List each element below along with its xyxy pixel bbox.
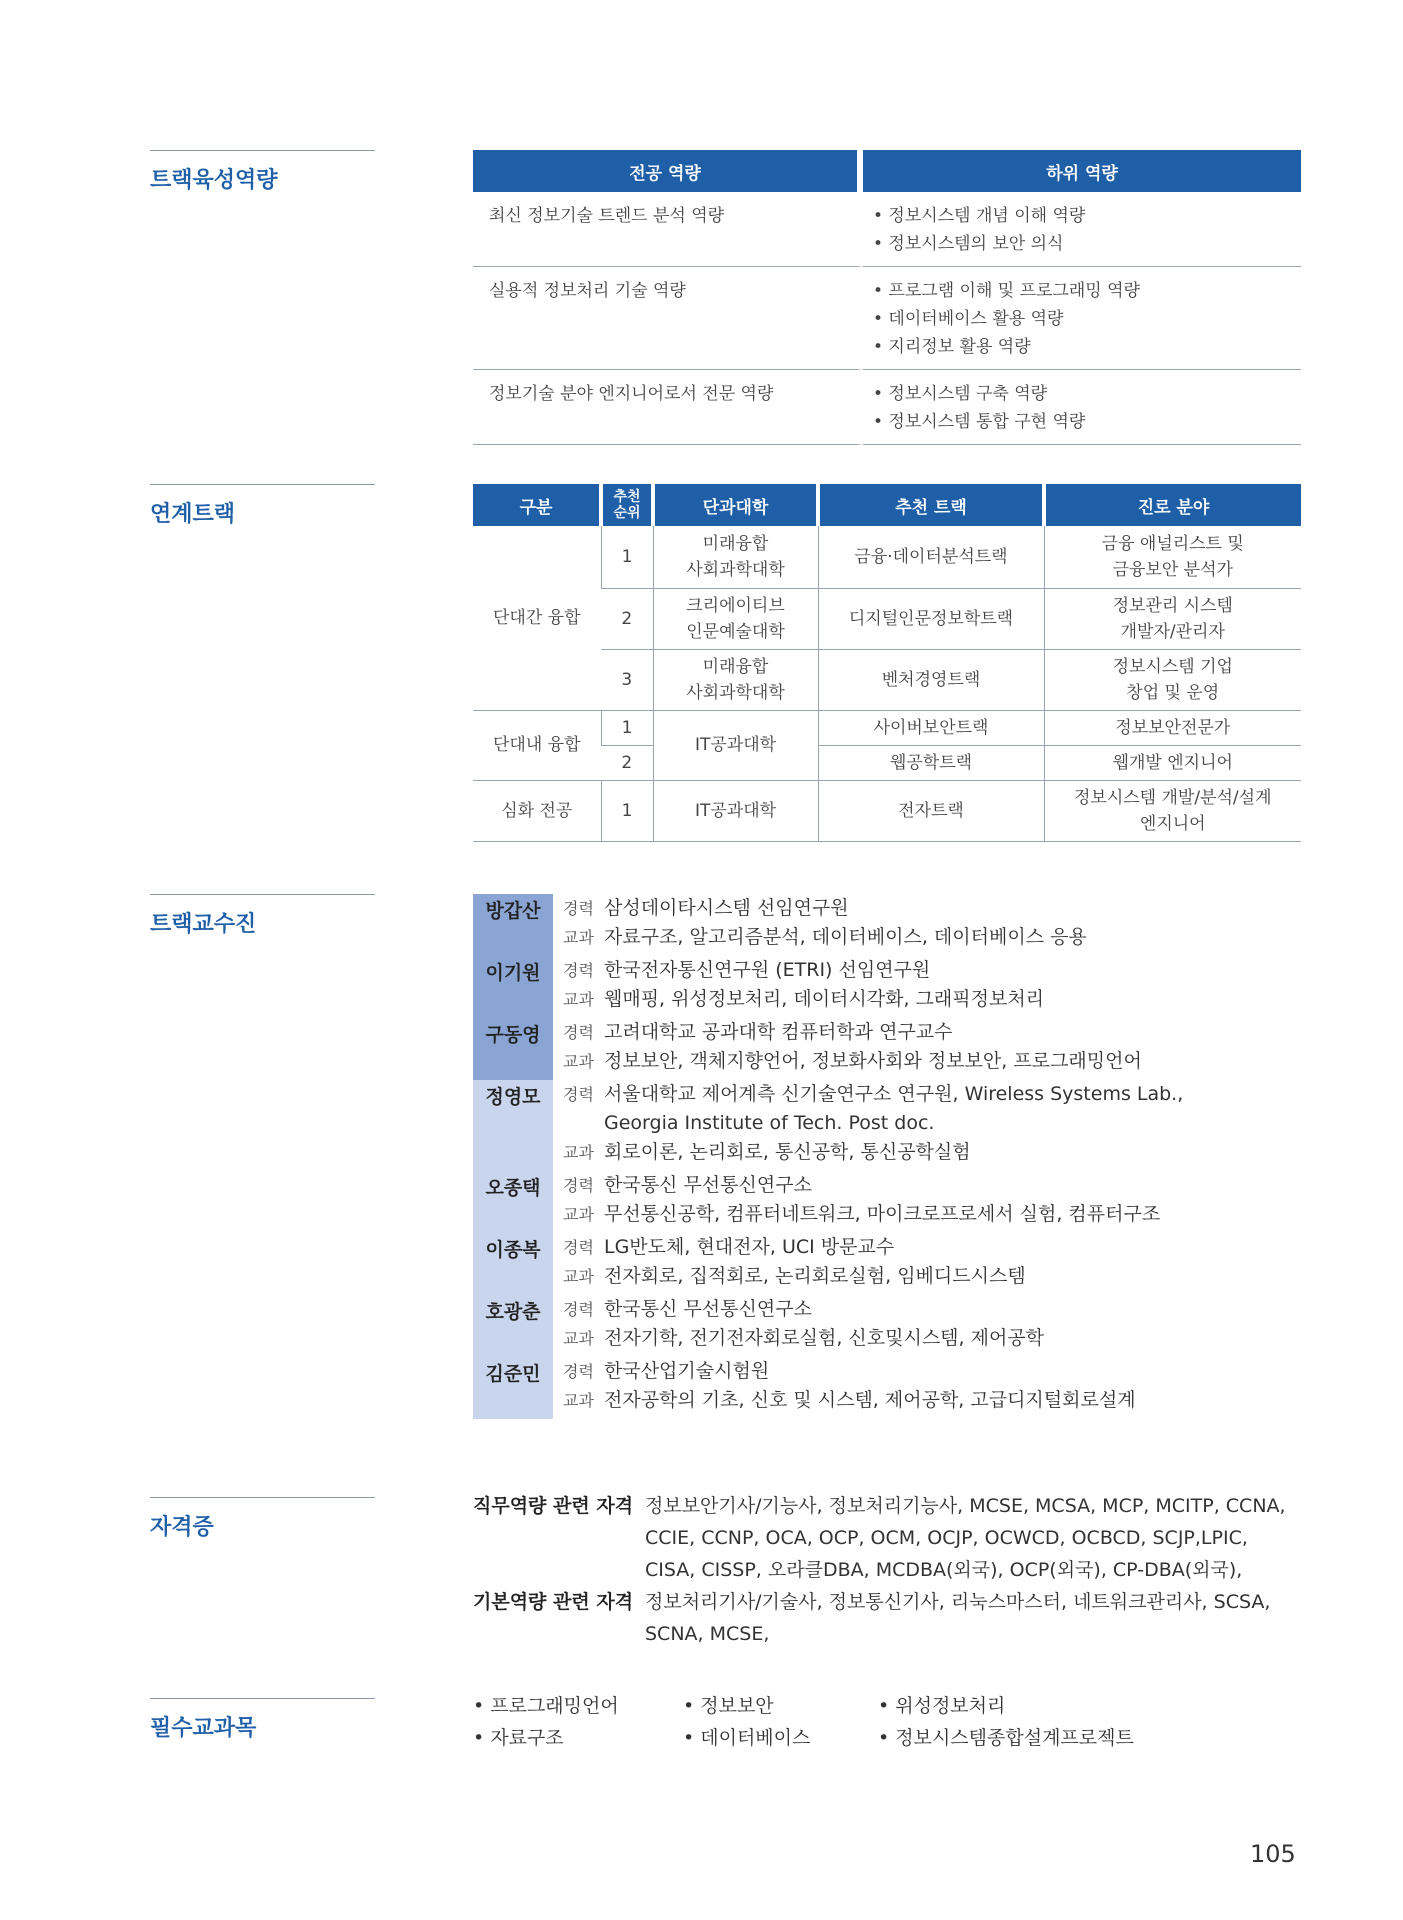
sub-competency: • 정보시스템 개념 이해 역량 bbox=[873, 206, 1086, 226]
career-tag: 경력 bbox=[563, 1085, 594, 1104]
course-tag: 교과 bbox=[563, 1391, 594, 1410]
course-item: • 자료구조 bbox=[473, 1727, 564, 1749]
track-cell: 전자트랙 bbox=[818, 780, 1044, 841]
faculty-career: 한국산업기술시험원 bbox=[604, 1360, 770, 1382]
faculty-courses: 무선통신공학, 컴퓨터네트워크, 마이크로프로세서 실험, 컴퓨터구조 bbox=[604, 1203, 1161, 1225]
sub-competency: • 데이터베이스 활용 역량 bbox=[873, 309, 1064, 329]
career-tag: 경력 bbox=[563, 1238, 594, 1257]
faculty-name: 호광춘 bbox=[473, 1295, 553, 1357]
header-career: 진로 분야 bbox=[1044, 484, 1301, 526]
faculty-name: 정영모 bbox=[473, 1080, 553, 1171]
career-tag: 경력 bbox=[563, 1300, 594, 1319]
faculty-name: 방갑산 bbox=[473, 894, 553, 956]
job-cert-line: 정보보안기사/기능사, 정보처리기능사, MCSE, MCSA, MCP, MCITP, CCNA, bbox=[645, 1495, 1286, 1517]
course-tag: 교과 bbox=[563, 1205, 594, 1224]
faculty-courses: 전자공학의 기초, 신호 및 시스템, 제어공학, 고급디지털회로설계 bbox=[604, 1389, 1136, 1411]
career-cell: 정보시스템 기업 창업 및 운영 bbox=[1044, 649, 1301, 710]
faculty-list bbox=[473, 894, 1301, 1419]
faculty-member bbox=[473, 1018, 1301, 1080]
track-cell: 사이버보안트랙 bbox=[818, 710, 1044, 745]
major-competency: 실용적 정보처리 기술 역량 bbox=[473, 267, 863, 370]
basic-cert-heading: 기본역량 관련 자격 bbox=[473, 1591, 634, 1613]
faculty-career: 한국전자통신연구원 (ETRI) 선임연구원 bbox=[604, 959, 931, 981]
required-course-list bbox=[473, 1690, 1301, 1754]
faculty-name: 이종복 bbox=[473, 1233, 553, 1295]
course-tag: 교과 bbox=[563, 990, 594, 1009]
career-cell: 금융 애널리스트 및 금융보안 분석가 bbox=[1044, 526, 1301, 588]
table-row bbox=[473, 192, 1301, 267]
header-sub-competency: 하위 역량 bbox=[863, 150, 1301, 192]
faculty-career: 한국통신 무선통신연구소 bbox=[604, 1298, 812, 1320]
section-title-faculty: 트랙교수진 bbox=[150, 894, 375, 938]
career-tag: 경력 bbox=[563, 1362, 594, 1381]
career-cell: 웹개발 엔지니어 bbox=[1044, 745, 1301, 780]
page-number: 105 bbox=[1250, 1840, 1296, 1868]
college-cell: 미래융합 사회과학대학 bbox=[653, 526, 818, 588]
header-category: 구분 bbox=[473, 484, 601, 526]
course-tag: 교과 bbox=[563, 928, 594, 947]
course-tag: 교과 bbox=[563, 1267, 594, 1286]
basic-cert-line: SCNA, MCSE, bbox=[645, 1623, 770, 1645]
sub-competency-list bbox=[863, 370, 1301, 445]
faculty-member bbox=[473, 1080, 1301, 1171]
section-title-required-courses: 필수교과목 bbox=[150, 1698, 375, 1742]
career-cell: 정보시스템 개발/분석/설계 엔지니어 bbox=[1044, 780, 1301, 841]
faculty-member bbox=[473, 894, 1301, 956]
group-label: 심화 전공 bbox=[473, 780, 601, 841]
track-cell: 벤처경영트랙 bbox=[818, 649, 1044, 710]
track-cell: 금융·데이터분석트랙 bbox=[818, 526, 1044, 588]
faculty-courses: 정보보안, 객체지향언어, 정보화사회와 정보보안, 프로그래밍언어 bbox=[604, 1050, 1142, 1072]
major-competency: 최신 정보기술 트렌드 분석 역량 bbox=[473, 192, 863, 267]
basic-cert-line: 정보처리기사/기술사, 정보통신기사, 리눅스마스터, 네트워크관리사, SCSA, bbox=[645, 1591, 1271, 1613]
track-cell: 웹공학트랙 bbox=[818, 745, 1044, 780]
faculty-courses: 전자기학, 전기전자회로실험, 신호및시스템, 제어공학 bbox=[604, 1327, 1045, 1349]
faculty-career: 삼성데이타시스템 선임연구원 bbox=[604, 897, 849, 919]
faculty-name: 오종택 bbox=[473, 1171, 553, 1233]
career-tag: 경력 bbox=[563, 961, 594, 980]
sub-competency: • 정보시스템 통합 구현 역량 bbox=[873, 412, 1086, 432]
course-item: • 프로그래밍언어 bbox=[473, 1695, 619, 1717]
sub-competency: • 프로그램 이해 및 프로그래밍 역량 bbox=[873, 281, 1140, 301]
college-cell: IT공과대학 bbox=[653, 710, 818, 780]
faculty-name: 구동영 bbox=[473, 1018, 553, 1080]
competency-table bbox=[473, 150, 1301, 445]
job-cert-line: CISA, CISSP, 오라클DBA, MCDBA(외국), OCP(외국), CP-DBA(외국), bbox=[645, 1559, 1243, 1581]
header-college: 단과대학 bbox=[653, 484, 818, 526]
course-item: • 데이터베이스 bbox=[683, 1727, 811, 1749]
major-competency: 정보기술 분야 엔지니어로서 전문 역량 bbox=[473, 370, 863, 445]
course-tag: 교과 bbox=[563, 1329, 594, 1348]
section-title-certifications: 자격증 bbox=[150, 1497, 375, 1541]
sub-competency-list bbox=[863, 267, 1301, 370]
sub-competency: • 정보시스템의 보안 의식 bbox=[873, 234, 1064, 254]
course-tag: 교과 bbox=[563, 1143, 594, 1162]
section-title-linked-tracks: 연계트랙 bbox=[150, 484, 375, 528]
faculty-career: 한국통신 무선통신연구소 bbox=[604, 1174, 812, 1196]
course-tag: 교과 bbox=[563, 1052, 594, 1071]
faculty-member bbox=[473, 1357, 1301, 1419]
table-row bbox=[473, 780, 1301, 841]
faculty-courses: 웹매핑, 위성정보처리, 데이터시각화, 그래픽정보처리 bbox=[604, 988, 1045, 1010]
course-item: • 정보보안 bbox=[683, 1695, 774, 1717]
table-row bbox=[473, 526, 1301, 588]
table-row bbox=[473, 370, 1301, 445]
faculty-name: 김준민 bbox=[473, 1357, 553, 1419]
certification-list bbox=[473, 1490, 1313, 1650]
faculty-career: 서울대학교 제어계측 신기술연구소 연구원, Wireless Systems Lab., bbox=[604, 1083, 1184, 1105]
job-cert-heading: 직무역량 관련 자격 bbox=[473, 1495, 634, 1517]
faculty-career: Georgia Institute of Tech. Post doc. bbox=[604, 1112, 935, 1134]
college-cell: 미래융합 사회과학대학 bbox=[653, 649, 818, 710]
college-cell: IT공과대학 bbox=[653, 780, 818, 841]
faculty-member bbox=[473, 1171, 1301, 1233]
group-label: 단대내 융합 bbox=[473, 710, 601, 780]
career-tag: 경력 bbox=[563, 899, 594, 918]
rank-cell: 1 bbox=[601, 710, 653, 745]
track-cell: 디지털인문정보학트랙 bbox=[818, 588, 1044, 649]
course-item: • 위성정보처리 bbox=[878, 1695, 1006, 1717]
header-rank: 추천 순위 bbox=[601, 484, 653, 526]
faculty-member bbox=[473, 1233, 1301, 1295]
section-title-competency: 트랙육성역량 bbox=[150, 150, 375, 194]
sub-competency-list bbox=[863, 192, 1301, 267]
rank-cell: 2 bbox=[601, 588, 653, 649]
group-label: 단대간 융합 bbox=[473, 526, 601, 710]
faculty-member bbox=[473, 956, 1301, 1018]
career-tag: 경력 bbox=[563, 1176, 594, 1195]
faculty-career: 고려대학교 공과대학 컴퓨터학과 연구교수 bbox=[604, 1021, 953, 1043]
career-cell: 정보관리 시스템 개발자/관리자 bbox=[1044, 588, 1301, 649]
header-major-competency: 전공 역량 bbox=[473, 150, 863, 192]
rank-cell: 1 bbox=[601, 780, 653, 841]
sub-competency: • 지리정보 활용 역량 bbox=[873, 337, 1031, 357]
faculty-name: 이기원 bbox=[473, 956, 553, 1018]
table-row bbox=[473, 267, 1301, 370]
career-tag: 경력 bbox=[563, 1023, 594, 1042]
sub-competency: • 정보시스템 구축 역량 bbox=[873, 384, 1048, 404]
rank-cell: 2 bbox=[601, 745, 653, 780]
course-item: • 정보시스템종합설계프로젝트 bbox=[878, 1727, 1134, 1749]
faculty-courses: 회로이론, 논리회로, 통신공학, 통신공학실험 bbox=[604, 1141, 971, 1163]
faculty-courses: 자료구조, 알고리즘분석, 데이터베이스, 데이터베이스 응용 bbox=[604, 926, 1087, 948]
faculty-career: LG반도체, 현대전자, UCI 방문교수 bbox=[604, 1236, 895, 1258]
rank-cell: 1 bbox=[601, 526, 653, 588]
header-track: 추천 트랙 bbox=[818, 484, 1044, 526]
faculty-member bbox=[473, 1295, 1301, 1357]
linked-track-table bbox=[473, 484, 1301, 842]
career-cell: 정보보안전문가 bbox=[1044, 710, 1301, 745]
rank-cell: 3 bbox=[601, 649, 653, 710]
job-cert-line: CCIE, CCNP, OCA, OCP, OCM, OCJP, OCWCD, OCBCD, SCJP,LPIC, bbox=[645, 1527, 1248, 1549]
college-cell: 크리에이티브 인문예술대학 bbox=[653, 588, 818, 649]
table-row bbox=[473, 710, 1301, 745]
faculty-courses: 전자회로, 집적회로, 논리회로실험, 임베디드시스템 bbox=[604, 1265, 1026, 1287]
